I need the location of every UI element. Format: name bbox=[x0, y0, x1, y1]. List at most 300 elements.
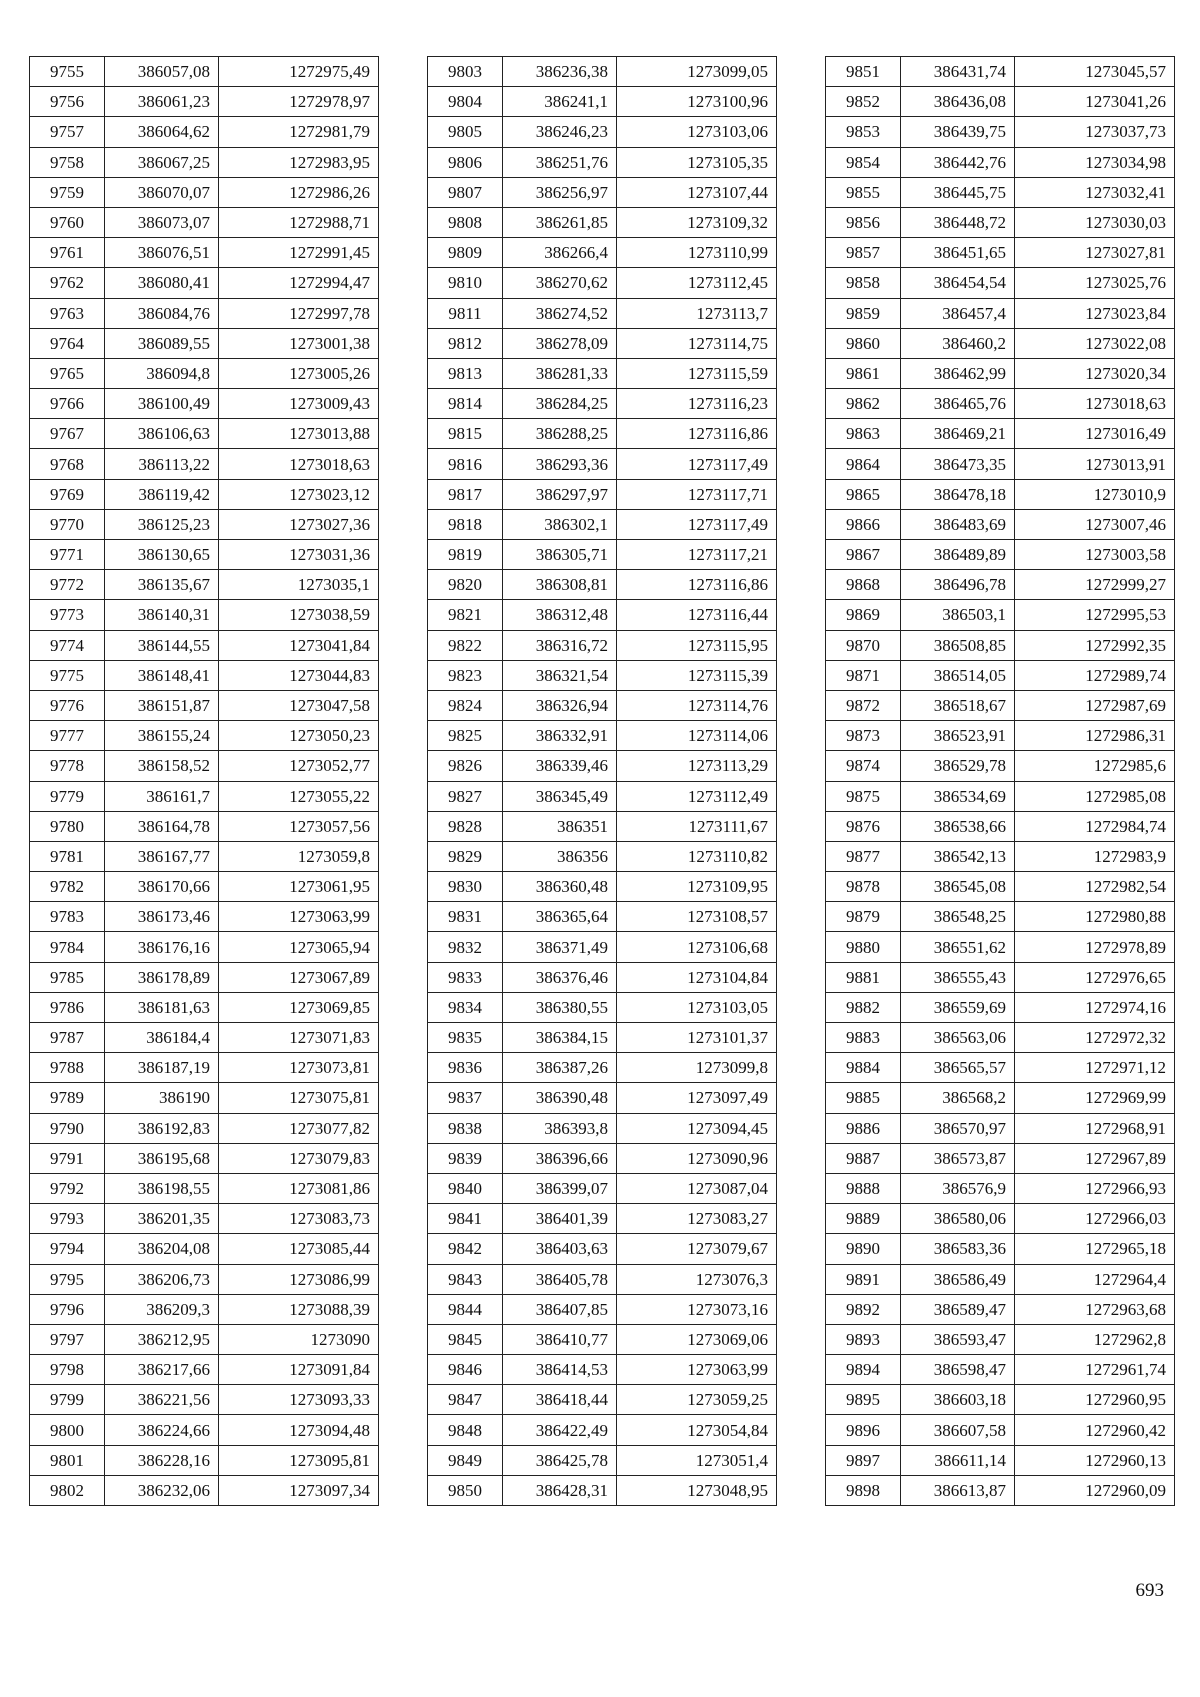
x-coordinate-cell: 386241,1 bbox=[503, 87, 617, 117]
table-row bbox=[428, 1143, 777, 1173]
point-number-cell: 9783 bbox=[30, 902, 105, 932]
x-coordinate-cell: 386613,87 bbox=[901, 1475, 1015, 1505]
table-row bbox=[30, 479, 379, 509]
table-row bbox=[826, 721, 1175, 751]
point-number-cell: 9855 bbox=[826, 177, 901, 207]
y-coordinate-cell: 1273018,63 bbox=[1015, 389, 1175, 419]
x-coordinate-cell: 386070,07 bbox=[105, 177, 219, 207]
table-row bbox=[826, 238, 1175, 268]
x-coordinate-cell: 386212,95 bbox=[105, 1324, 219, 1354]
table-row bbox=[30, 660, 379, 690]
x-coordinate-cell: 386496,78 bbox=[901, 570, 1015, 600]
table-row bbox=[428, 1234, 777, 1264]
y-coordinate-cell: 1272989,74 bbox=[1015, 660, 1175, 690]
point-number-cell: 9800 bbox=[30, 1415, 105, 1445]
x-coordinate-cell: 386451,65 bbox=[901, 238, 1015, 268]
x-coordinate-cell: 386403,63 bbox=[503, 1234, 617, 1264]
table-row bbox=[428, 1023, 777, 1053]
point-number-cell: 9898 bbox=[826, 1475, 901, 1505]
y-coordinate-cell: 1273035,1 bbox=[219, 570, 379, 600]
x-coordinate-cell: 386161,7 bbox=[105, 781, 219, 811]
x-coordinate-cell: 386445,75 bbox=[901, 177, 1015, 207]
x-coordinate-cell: 386387,26 bbox=[503, 1053, 617, 1083]
point-number-cell: 9772 bbox=[30, 570, 105, 600]
table-row bbox=[428, 872, 777, 902]
point-number-cell: 9893 bbox=[826, 1324, 901, 1354]
table-row bbox=[30, 389, 379, 419]
point-number-cell: 9789 bbox=[30, 1083, 105, 1113]
y-coordinate-cell: 1273117,49 bbox=[617, 449, 777, 479]
x-coordinate-cell: 386198,55 bbox=[105, 1173, 219, 1203]
table-row bbox=[30, 630, 379, 660]
y-coordinate-cell: 1273115,59 bbox=[617, 358, 777, 388]
y-coordinate-cell: 1272960,95 bbox=[1015, 1385, 1175, 1415]
x-coordinate-cell: 386332,91 bbox=[503, 721, 617, 751]
y-coordinate-cell: 1273094,45 bbox=[617, 1113, 777, 1143]
x-coordinate-cell: 386221,56 bbox=[105, 1385, 219, 1415]
y-coordinate-cell: 1273110,82 bbox=[617, 841, 777, 871]
x-coordinate-cell: 386365,64 bbox=[503, 902, 617, 932]
x-coordinate-cell: 386545,08 bbox=[901, 872, 1015, 902]
table-row bbox=[826, 298, 1175, 328]
x-coordinate-cell: 386396,66 bbox=[503, 1143, 617, 1173]
table-row bbox=[428, 932, 777, 962]
y-coordinate-cell: 1273032,41 bbox=[1015, 177, 1175, 207]
table-row bbox=[428, 1173, 777, 1203]
point-number-cell: 9756 bbox=[30, 87, 105, 117]
point-number-cell: 9816 bbox=[428, 449, 503, 479]
table-row bbox=[428, 328, 777, 358]
x-coordinate-cell: 386308,81 bbox=[503, 570, 617, 600]
x-coordinate-cell: 386148,41 bbox=[105, 660, 219, 690]
table-row bbox=[30, 932, 379, 962]
point-number-cell: 9806 bbox=[428, 147, 503, 177]
coordinate-table-3 bbox=[825, 56, 1175, 1506]
table-row bbox=[30, 1083, 379, 1113]
table-row bbox=[428, 540, 777, 570]
point-number-cell: 9888 bbox=[826, 1173, 901, 1203]
point-number-cell: 9758 bbox=[30, 147, 105, 177]
x-coordinate-cell: 386106,63 bbox=[105, 419, 219, 449]
x-coordinate-cell: 386094,8 bbox=[105, 358, 219, 388]
point-number-cell: 9891 bbox=[826, 1264, 901, 1294]
point-number-cell: 9841 bbox=[428, 1204, 503, 1234]
y-coordinate-cell: 1273005,26 bbox=[219, 358, 379, 388]
point-number-cell: 9801 bbox=[30, 1445, 105, 1475]
table-row bbox=[826, 1415, 1175, 1445]
y-coordinate-cell: 1273111,67 bbox=[617, 811, 777, 841]
y-coordinate-cell: 1272983,9 bbox=[1015, 841, 1175, 871]
table-row bbox=[826, 1173, 1175, 1203]
x-coordinate-cell: 386393,8 bbox=[503, 1113, 617, 1143]
x-coordinate-cell: 386130,65 bbox=[105, 540, 219, 570]
y-coordinate-cell: 1273018,63 bbox=[219, 449, 379, 479]
x-coordinate-cell: 386192,83 bbox=[105, 1113, 219, 1143]
point-number-cell: 9859 bbox=[826, 298, 901, 328]
x-coordinate-cell: 386473,35 bbox=[901, 449, 1015, 479]
y-coordinate-cell: 1273117,71 bbox=[617, 479, 777, 509]
x-coordinate-cell: 386542,13 bbox=[901, 841, 1015, 871]
x-coordinate-cell: 386261,85 bbox=[503, 207, 617, 237]
table-row bbox=[30, 419, 379, 449]
table-row bbox=[428, 1053, 777, 1083]
table-row bbox=[428, 298, 777, 328]
table-row bbox=[428, 1294, 777, 1324]
point-number-cell: 9798 bbox=[30, 1355, 105, 1385]
point-number-cell: 9768 bbox=[30, 449, 105, 479]
table-row bbox=[30, 690, 379, 720]
point-number-cell: 9838 bbox=[428, 1113, 503, 1143]
y-coordinate-cell: 1272999,27 bbox=[1015, 570, 1175, 600]
y-coordinate-cell: 1273110,99 bbox=[617, 238, 777, 268]
y-coordinate-cell: 1273113,7 bbox=[617, 298, 777, 328]
point-number-cell: 9805 bbox=[428, 117, 503, 147]
x-coordinate-cell: 386209,3 bbox=[105, 1294, 219, 1324]
x-coordinate-cell: 386302,1 bbox=[503, 509, 617, 539]
y-coordinate-cell: 1272964,4 bbox=[1015, 1264, 1175, 1294]
point-number-cell: 9862 bbox=[826, 389, 901, 419]
point-number-cell: 9896 bbox=[826, 1415, 901, 1445]
table-row bbox=[428, 781, 777, 811]
table-row bbox=[30, 238, 379, 268]
point-number-cell: 9837 bbox=[428, 1083, 503, 1113]
table-row bbox=[30, 177, 379, 207]
point-number-cell: 9761 bbox=[30, 238, 105, 268]
table-row bbox=[826, 509, 1175, 539]
point-number-cell: 9803 bbox=[428, 57, 503, 87]
x-coordinate-cell: 386100,49 bbox=[105, 389, 219, 419]
table-row bbox=[826, 1053, 1175, 1083]
table-row bbox=[428, 389, 777, 419]
y-coordinate-cell: 1272960,09 bbox=[1015, 1475, 1175, 1505]
x-coordinate-cell: 386529,78 bbox=[901, 751, 1015, 781]
y-coordinate-cell: 1273083,73 bbox=[219, 1204, 379, 1234]
table-row bbox=[826, 268, 1175, 298]
x-coordinate-cell: 386176,16 bbox=[105, 932, 219, 962]
table-row bbox=[30, 1023, 379, 1053]
table-row bbox=[826, 902, 1175, 932]
point-number-cell: 9811 bbox=[428, 298, 503, 328]
table-row bbox=[826, 479, 1175, 509]
table-row bbox=[30, 1143, 379, 1173]
point-number-cell: 9810 bbox=[428, 268, 503, 298]
point-number-cell: 9890 bbox=[826, 1234, 901, 1264]
point-number-cell: 9809 bbox=[428, 238, 503, 268]
x-coordinate-cell: 386465,76 bbox=[901, 389, 1015, 419]
y-coordinate-cell: 1273100,96 bbox=[617, 87, 777, 117]
x-coordinate-cell: 386405,78 bbox=[503, 1264, 617, 1294]
point-number-cell: 9858 bbox=[826, 268, 901, 298]
point-number-cell: 9817 bbox=[428, 479, 503, 509]
y-coordinate-cell: 1273097,34 bbox=[219, 1475, 379, 1505]
y-coordinate-cell: 1272986,31 bbox=[1015, 721, 1175, 751]
point-number-cell: 9835 bbox=[428, 1023, 503, 1053]
table-row bbox=[826, 690, 1175, 720]
point-number-cell: 9885 bbox=[826, 1083, 901, 1113]
y-coordinate-cell: 1273079,67 bbox=[617, 1234, 777, 1264]
table-row bbox=[826, 781, 1175, 811]
point-number-cell: 9757 bbox=[30, 117, 105, 147]
point-number-cell: 9897 bbox=[826, 1445, 901, 1475]
point-number-cell: 9880 bbox=[826, 932, 901, 962]
table-row bbox=[826, 1204, 1175, 1234]
x-coordinate-cell: 386190 bbox=[105, 1083, 219, 1113]
x-coordinate-cell: 386371,49 bbox=[503, 932, 617, 962]
table-row bbox=[30, 751, 379, 781]
table-row bbox=[30, 902, 379, 932]
point-number-cell: 9864 bbox=[826, 449, 901, 479]
x-coordinate-cell: 386288,25 bbox=[503, 419, 617, 449]
y-coordinate-cell: 1273090 bbox=[219, 1324, 379, 1354]
point-number-cell: 9802 bbox=[30, 1475, 105, 1505]
y-coordinate-cell: 1273063,99 bbox=[617, 1355, 777, 1385]
point-number-cell: 9848 bbox=[428, 1415, 503, 1445]
x-coordinate-cell: 386598,47 bbox=[901, 1355, 1015, 1385]
point-number-cell: 9790 bbox=[30, 1113, 105, 1143]
point-number-cell: 9869 bbox=[826, 600, 901, 630]
x-coordinate-cell: 386401,39 bbox=[503, 1204, 617, 1234]
table-row bbox=[30, 358, 379, 388]
table-row bbox=[826, 751, 1175, 781]
x-coordinate-cell: 386305,71 bbox=[503, 540, 617, 570]
point-number-cell: 9839 bbox=[428, 1143, 503, 1173]
y-coordinate-cell: 1272978,97 bbox=[219, 87, 379, 117]
x-coordinate-cell: 386431,74 bbox=[901, 57, 1015, 87]
point-number-cell: 9764 bbox=[30, 328, 105, 358]
x-coordinate-cell: 386576,9 bbox=[901, 1173, 1015, 1203]
x-coordinate-cell: 386380,55 bbox=[503, 992, 617, 1022]
x-coordinate-cell: 386057,08 bbox=[105, 57, 219, 87]
y-coordinate-cell: 1273041,26 bbox=[1015, 87, 1175, 117]
table-row bbox=[30, 1264, 379, 1294]
x-coordinate-cell: 386195,68 bbox=[105, 1143, 219, 1173]
point-number-cell: 9886 bbox=[826, 1113, 901, 1143]
point-number-cell: 9873 bbox=[826, 721, 901, 751]
x-coordinate-cell: 386384,15 bbox=[503, 1023, 617, 1053]
point-number-cell: 9773 bbox=[30, 600, 105, 630]
point-number-cell: 9895 bbox=[826, 1385, 901, 1415]
table-row bbox=[428, 358, 777, 388]
y-coordinate-cell: 1273051,4 bbox=[617, 1445, 777, 1475]
table-row bbox=[826, 1143, 1175, 1173]
point-number-cell: 9870 bbox=[826, 630, 901, 660]
y-coordinate-cell: 1273101,37 bbox=[617, 1023, 777, 1053]
table-row bbox=[30, 509, 379, 539]
x-coordinate-cell: 386204,08 bbox=[105, 1234, 219, 1264]
y-coordinate-cell: 1272968,91 bbox=[1015, 1113, 1175, 1143]
y-coordinate-cell: 1273013,88 bbox=[219, 419, 379, 449]
table-row bbox=[30, 1234, 379, 1264]
table-row bbox=[30, 992, 379, 1022]
table-row bbox=[826, 1324, 1175, 1354]
table-row bbox=[428, 509, 777, 539]
y-coordinate-cell: 1272971,12 bbox=[1015, 1053, 1175, 1083]
table-row bbox=[428, 1204, 777, 1234]
table-row bbox=[30, 600, 379, 630]
y-coordinate-cell: 1272966,93 bbox=[1015, 1173, 1175, 1203]
point-number-cell: 9792 bbox=[30, 1173, 105, 1203]
point-number-cell: 9894 bbox=[826, 1355, 901, 1385]
table-row bbox=[826, 177, 1175, 207]
table-row bbox=[30, 117, 379, 147]
y-coordinate-cell: 1273007,46 bbox=[1015, 509, 1175, 539]
table-row bbox=[826, 419, 1175, 449]
point-number-cell: 9791 bbox=[30, 1143, 105, 1173]
y-coordinate-cell: 1272987,69 bbox=[1015, 690, 1175, 720]
y-coordinate-cell: 1273027,36 bbox=[219, 509, 379, 539]
table-row bbox=[30, 1415, 379, 1445]
point-number-cell: 9853 bbox=[826, 117, 901, 147]
x-coordinate-cell: 386224,66 bbox=[105, 1415, 219, 1445]
y-coordinate-cell: 1273023,12 bbox=[219, 479, 379, 509]
y-coordinate-cell: 1273108,57 bbox=[617, 902, 777, 932]
table-row bbox=[30, 1294, 379, 1324]
x-coordinate-cell: 386164,78 bbox=[105, 811, 219, 841]
y-coordinate-cell: 1273067,89 bbox=[219, 962, 379, 992]
point-number-cell: 9807 bbox=[428, 177, 503, 207]
x-coordinate-cell: 386187,19 bbox=[105, 1053, 219, 1083]
y-coordinate-cell: 1273079,83 bbox=[219, 1143, 379, 1173]
table-row bbox=[30, 207, 379, 237]
y-coordinate-cell: 1273109,32 bbox=[617, 207, 777, 237]
table-row bbox=[826, 1294, 1175, 1324]
y-coordinate-cell: 1273114,76 bbox=[617, 690, 777, 720]
y-coordinate-cell: 1273091,84 bbox=[219, 1355, 379, 1385]
x-coordinate-cell: 386151,87 bbox=[105, 690, 219, 720]
point-number-cell: 9812 bbox=[428, 328, 503, 358]
x-coordinate-cell: 386073,07 bbox=[105, 207, 219, 237]
x-coordinate-cell: 386508,85 bbox=[901, 630, 1015, 660]
table-row bbox=[428, 751, 777, 781]
point-number-cell: 9813 bbox=[428, 358, 503, 388]
x-coordinate-cell: 386351 bbox=[503, 811, 617, 841]
point-number-cell: 9836 bbox=[428, 1053, 503, 1083]
y-coordinate-cell: 1273113,29 bbox=[617, 751, 777, 781]
table-row bbox=[826, 962, 1175, 992]
x-coordinate-cell: 386462,99 bbox=[901, 358, 1015, 388]
table-row bbox=[30, 1053, 379, 1083]
y-coordinate-cell: 1273088,39 bbox=[219, 1294, 379, 1324]
y-coordinate-cell: 1273103,05 bbox=[617, 992, 777, 1022]
y-coordinate-cell: 1273075,81 bbox=[219, 1083, 379, 1113]
y-coordinate-cell: 1273041,84 bbox=[219, 630, 379, 660]
x-coordinate-cell: 386184,4 bbox=[105, 1023, 219, 1053]
y-coordinate-cell: 1273037,73 bbox=[1015, 117, 1175, 147]
x-coordinate-cell: 386067,25 bbox=[105, 147, 219, 177]
y-coordinate-cell: 1272982,54 bbox=[1015, 872, 1175, 902]
table-row bbox=[428, 1475, 777, 1505]
y-coordinate-cell: 1272984,74 bbox=[1015, 811, 1175, 841]
y-coordinate-cell: 1273073,16 bbox=[617, 1294, 777, 1324]
x-coordinate-cell: 386407,85 bbox=[503, 1294, 617, 1324]
y-coordinate-cell: 1272962,8 bbox=[1015, 1324, 1175, 1354]
x-coordinate-cell: 386178,89 bbox=[105, 962, 219, 992]
point-number-cell: 9881 bbox=[826, 962, 901, 992]
table-row bbox=[826, 1475, 1175, 1505]
table-row bbox=[428, 992, 777, 1022]
point-number-cell: 9829 bbox=[428, 841, 503, 871]
y-coordinate-cell: 1273003,58 bbox=[1015, 540, 1175, 570]
x-coordinate-cell: 386270,62 bbox=[503, 268, 617, 298]
x-coordinate-cell: 386439,75 bbox=[901, 117, 1015, 147]
x-coordinate-cell: 386167,77 bbox=[105, 841, 219, 871]
table-row bbox=[826, 630, 1175, 660]
table-row bbox=[826, 992, 1175, 1022]
point-number-cell: 9850 bbox=[428, 1475, 503, 1505]
table-row bbox=[428, 1083, 777, 1113]
point-number-cell: 9833 bbox=[428, 962, 503, 992]
y-coordinate-cell: 1273054,84 bbox=[617, 1415, 777, 1445]
x-coordinate-cell: 386503,1 bbox=[901, 600, 1015, 630]
point-number-cell: 9766 bbox=[30, 389, 105, 419]
point-number-cell: 9830 bbox=[428, 872, 503, 902]
y-coordinate-cell: 1273038,59 bbox=[219, 600, 379, 630]
x-coordinate-cell: 386140,31 bbox=[105, 600, 219, 630]
x-coordinate-cell: 386422,49 bbox=[503, 1415, 617, 1445]
x-coordinate-cell: 386119,42 bbox=[105, 479, 219, 509]
point-number-cell: 9795 bbox=[30, 1264, 105, 1294]
table-row bbox=[30, 1475, 379, 1505]
point-number-cell: 9767 bbox=[30, 419, 105, 449]
table-row bbox=[30, 872, 379, 902]
x-coordinate-cell: 386076,51 bbox=[105, 238, 219, 268]
point-number-cell: 9872 bbox=[826, 690, 901, 720]
x-coordinate-cell: 386454,54 bbox=[901, 268, 1015, 298]
table-row bbox=[826, 57, 1175, 87]
x-coordinate-cell: 386548,25 bbox=[901, 902, 1015, 932]
x-coordinate-cell: 386113,22 bbox=[105, 449, 219, 479]
x-coordinate-cell: 386478,18 bbox=[901, 479, 1015, 509]
y-coordinate-cell: 1272981,79 bbox=[219, 117, 379, 147]
point-number-cell: 9867 bbox=[826, 540, 901, 570]
table-row bbox=[826, 1355, 1175, 1385]
table-row bbox=[30, 811, 379, 841]
point-number-cell: 9844 bbox=[428, 1294, 503, 1324]
x-coordinate-cell: 386534,69 bbox=[901, 781, 1015, 811]
y-coordinate-cell: 1273027,81 bbox=[1015, 238, 1175, 268]
table-row bbox=[30, 962, 379, 992]
x-coordinate-cell: 386274,52 bbox=[503, 298, 617, 328]
x-coordinate-cell: 386593,47 bbox=[901, 1324, 1015, 1354]
y-coordinate-cell: 1273023,84 bbox=[1015, 298, 1175, 328]
point-number-cell: 9818 bbox=[428, 509, 503, 539]
y-coordinate-cell: 1273083,27 bbox=[617, 1204, 777, 1234]
y-coordinate-cell: 1273076,3 bbox=[617, 1264, 777, 1294]
y-coordinate-cell: 1273115,95 bbox=[617, 630, 777, 660]
x-coordinate-cell: 386573,87 bbox=[901, 1143, 1015, 1173]
point-number-cell: 9815 bbox=[428, 419, 503, 449]
table-row bbox=[428, 1264, 777, 1294]
y-coordinate-cell: 1272985,6 bbox=[1015, 751, 1175, 781]
y-coordinate-cell: 1273010,9 bbox=[1015, 479, 1175, 509]
y-coordinate-cell: 1273030,03 bbox=[1015, 207, 1175, 237]
x-coordinate-cell: 386551,62 bbox=[901, 932, 1015, 962]
y-coordinate-cell: 1273116,44 bbox=[617, 600, 777, 630]
point-number-cell: 9799 bbox=[30, 1385, 105, 1415]
table-row bbox=[428, 177, 777, 207]
x-coordinate-cell: 386217,66 bbox=[105, 1355, 219, 1385]
y-coordinate-cell: 1273105,35 bbox=[617, 147, 777, 177]
point-number-cell: 9784 bbox=[30, 932, 105, 962]
point-number-cell: 9782 bbox=[30, 872, 105, 902]
x-coordinate-cell: 386583,36 bbox=[901, 1234, 1015, 1264]
y-coordinate-cell: 1273001,38 bbox=[219, 328, 379, 358]
table-row bbox=[826, 207, 1175, 237]
y-coordinate-cell: 1273044,83 bbox=[219, 660, 379, 690]
table-row bbox=[826, 660, 1175, 690]
y-coordinate-cell: 1273025,76 bbox=[1015, 268, 1175, 298]
y-coordinate-cell: 1273094,48 bbox=[219, 1415, 379, 1445]
